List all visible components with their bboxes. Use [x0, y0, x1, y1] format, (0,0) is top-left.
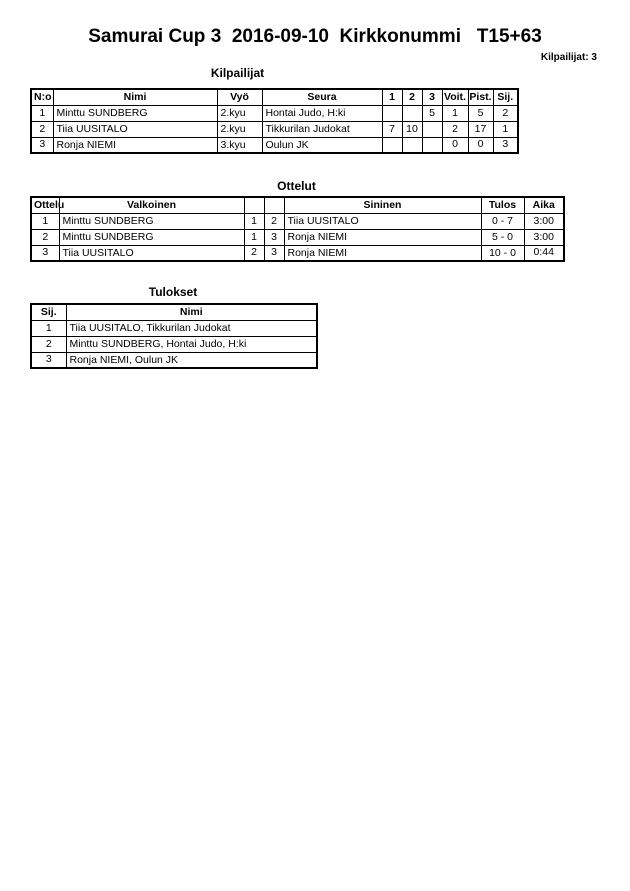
col-header-sij: Sij. [493, 89, 518, 105]
col-header-valkoinen: Valkoinen [59, 197, 244, 213]
cell-valkoinen: Minttu SUNDBERG [59, 213, 244, 229]
cell-score-3 [422, 137, 442, 153]
cell-no: 1 [31, 105, 53, 121]
cell-tulos: 5 - 0 [481, 229, 524, 245]
kilpailijat-heading: Kilpailijat [210, 66, 265, 80]
col-header-1: 1 [382, 89, 402, 105]
tulokset-table [30, 303, 318, 369]
table-row [31, 336, 317, 352]
cell-score-2: 10 [402, 121, 422, 137]
cell-aika: 3:00 [524, 229, 564, 245]
cell-valkoinen: Tiia UUSITALO [59, 245, 244, 261]
table-row [31, 121, 518, 137]
cell-match-no: 2 [31, 229, 59, 245]
ottelut-heading: Ottelut [277, 179, 316, 193]
table-row [31, 137, 518, 153]
col-header-sininen: Sininen [284, 197, 481, 213]
cell-score-1 [382, 137, 402, 153]
cell-white-no: 1 [244, 229, 264, 245]
cell-sininen: Ronja NIEMI [284, 229, 481, 245]
cell-sij: 3 [31, 352, 66, 368]
cell-match-no: 3 [31, 245, 59, 261]
cell-pist: 17 [468, 121, 493, 137]
cell-score-2 [402, 137, 422, 153]
tulokset-header-row [31, 304, 317, 320]
table-row [31, 229, 564, 245]
cell-nimi: Minttu SUNDBERG, Hontai Judo, H:ki [66, 336, 317, 352]
col-header-no: N:o [31, 89, 53, 105]
col-header-3: 3 [422, 89, 442, 105]
cell-blue-no: 2 [264, 213, 284, 229]
cell-pist: 0 [468, 137, 493, 153]
col-header-ottelu: Ottelu [31, 197, 59, 213]
col-header-pist: Pist. [468, 89, 493, 105]
cell-vyo: 2.kyu [217, 121, 262, 137]
cell-blue-no: 3 [264, 245, 284, 261]
kilpailijat-table [30, 88, 519, 154]
col-header-2: 2 [402, 89, 422, 105]
cell-seura: Hontai Judo, H:ki [262, 105, 382, 121]
cell-voit: 1 [442, 105, 468, 121]
cell-sininen: Ronja NIEMI [284, 245, 481, 261]
col-header-voit: Voit. [442, 89, 468, 105]
cell-nimi: Ronja NIEMI [53, 137, 217, 153]
table-row [31, 352, 317, 368]
cell-seura: Oulun JK [262, 137, 382, 153]
cell-no: 2 [31, 121, 53, 137]
cell-sij: 2 [493, 105, 518, 121]
col-header-nimi: Nimi [66, 304, 317, 320]
cell-white-no: 1 [244, 213, 264, 229]
cell-blue-no: 3 [264, 229, 284, 245]
cell-score-3: 5 [422, 105, 442, 121]
cell-nimi: Tiia UUSITALO [53, 121, 217, 137]
cell-vyo: 3.kyu [217, 137, 262, 153]
cell-score-2 [402, 105, 422, 121]
col-header-white-no [244, 197, 264, 213]
col-header-vyo: Vyö [217, 89, 262, 105]
table-row [31, 213, 564, 229]
cell-nimi: Ronja NIEMI, Oulun JK [66, 352, 317, 368]
cell-pist: 5 [468, 105, 493, 121]
tulokset-heading: Tulokset [148, 285, 198, 299]
col-header-blue-no [264, 197, 284, 213]
col-header-aika: Aika [524, 197, 564, 213]
table-row [31, 320, 317, 336]
competitors-count-label: Kilpailijat: 3 [540, 52, 597, 63]
cell-no: 3 [31, 137, 53, 153]
page-title: Samurai Cup 3 2016-09-10 Kirkkonummi T15+63 [88, 26, 542, 47]
cell-nimi: Tiia UUSITALO, Tikkurilan Judokat [66, 320, 317, 336]
cell-sij: 3 [493, 137, 518, 153]
cell-aika: 0:44 [524, 245, 564, 261]
cell-score-3 [422, 121, 442, 137]
table-row [31, 245, 564, 261]
cell-sij: 2 [31, 336, 66, 352]
cell-seura: Tikkurilan Judokat [262, 121, 382, 137]
cell-sij: 1 [31, 320, 66, 336]
cell-match-no: 1 [31, 213, 59, 229]
col-header-sij: Sij. [31, 304, 66, 320]
cell-sij: 1 [493, 121, 518, 137]
cell-white-no: 2 [244, 245, 264, 261]
cell-valkoinen: Minttu SUNDBERG [59, 229, 244, 245]
cell-aika: 3:00 [524, 213, 564, 229]
cell-tulos: 10 - 0 [481, 245, 524, 261]
col-header-tulos: Tulos [481, 197, 524, 213]
cell-voit: 2 [442, 121, 468, 137]
col-header-nimi: Nimi [53, 89, 217, 105]
kilpailijat-header-row [31, 89, 518, 105]
cell-nimi: Minttu SUNDBERG [53, 105, 217, 121]
cell-sininen: Tiia UUSITALO [284, 213, 481, 229]
ottelut-header-row [31, 197, 564, 213]
cell-score-1: 7 [382, 121, 402, 137]
cell-vyo: 2.kyu [217, 105, 262, 121]
ottelut-table [30, 196, 565, 262]
table-row [31, 105, 518, 121]
cell-score-1 [382, 105, 402, 121]
cell-voit: 0 [442, 137, 468, 153]
cell-tulos: 0 - 7 [481, 213, 524, 229]
col-header-seura: Seura [262, 89, 382, 105]
